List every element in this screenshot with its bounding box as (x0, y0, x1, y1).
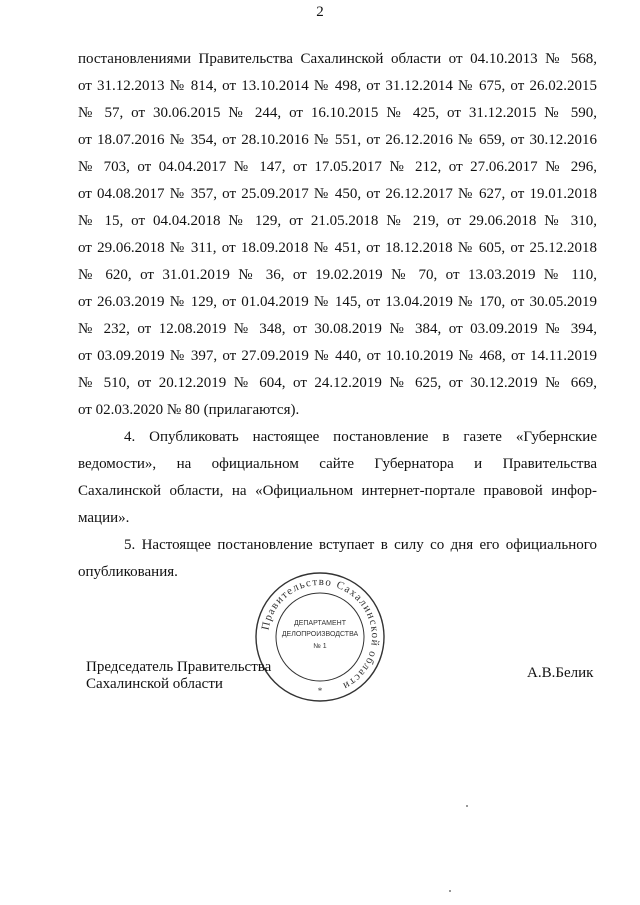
text-line: мации». (78, 510, 130, 526)
stamp-center-line1: ДЕПАРТАМЕНТ (293, 620, 347, 627)
page-number: 2 (316, 4, 324, 20)
signatory-name: А.В.Белик (527, 665, 594, 681)
text-line: 5. Настоящее постановление вступает в силу со дня его официального (124, 537, 597, 553)
text-line: от 29.06.2018 № 311, от 18.09.2018 № 451, от 18.12.2018 № 605, от 25.12.2018 (78, 240, 597, 256)
stamp-center-line2: ДЕЛОПРОИЗВОДСТВА (281, 631, 359, 638)
text-line: № 510, от 20.12.2019 № 604, от 24.12.2019 № 625, от 30.12.2019 № 669, (78, 375, 597, 391)
text-line: от 02.03.2020 № 80 (прилагаются). (78, 402, 300, 418)
text-line: № 703, от 04.04.2017 № 147, от 17.05.2017 № 212, от 27.06.2017 № 296, (78, 159, 597, 175)
text-line: № 232, от 12.08.2019 № 348, от 30.08.2019 № 384, от 03.09.2019 № 394, (78, 321, 597, 337)
text-line: от 03.09.2019 № 397, от 27.09.2019 № 440, от 10.10.2019 № 468, от 14.11.2019 (78, 348, 597, 364)
signature-position-line2: Сахалинской области (86, 676, 223, 692)
scan-speck (466, 805, 468, 807)
signature-position-line1: Председатель Правительства (86, 659, 272, 675)
text-line: от 18.07.2016 № 354, от 28.10.2016 № 551, от 26.12.2016 № 659, от 30.12.2016 (78, 132, 597, 148)
text-line: № 15, от 04.04.2018 № 129, от 21.05.2018 № 219, от 29.06.2018 № 310, (78, 213, 597, 229)
stamp-center-line3: № 1 (313, 643, 327, 650)
text-line: от 04.08.2017 № 357, от 25.09.2017 № 450, от 26.12.2017 № 627, от 19.01.2018 (78, 186, 597, 202)
stamp-star-icon: * (317, 686, 323, 696)
scan-speck (449, 890, 451, 892)
text-line: № 620, от 31.01.2019 № 36, от 19.02.2019 № 70, от 13.03.2019 № 110, (78, 267, 597, 283)
text-line: опубликования. (78, 564, 178, 580)
text-line: ведомости», на официальном сайте Губернатора и Правительства (78, 456, 597, 472)
text-line: № 57, от 30.06.2015 № 244, от 16.10.2015 № 425, от 31.12.2015 № 590, (78, 105, 597, 121)
text-line: от 26.03.2019 № 129, от 01.04.2019 № 145, от 13.04.2019 № 170, от 30.05.2019 (78, 294, 597, 310)
text-line: от 31.12.2013 № 814, от 13.10.2014 № 498, от 31.12.2014 № 675, от 26.02.2015 (78, 78, 597, 94)
department-stamp (253, 570, 387, 704)
text-line: Сахалинской области, на «Официальном интернет-портале правовой инфор- (78, 483, 597, 499)
stamp-ring-text: Правительство Сахалинской области (259, 575, 382, 693)
text-line: постановлениями Правительства Сахалинской области от 04.10.2013 № 568, (78, 51, 597, 67)
text-line: 4. Опубликовать настоящее постановление в газете «Губернские (124, 429, 597, 445)
